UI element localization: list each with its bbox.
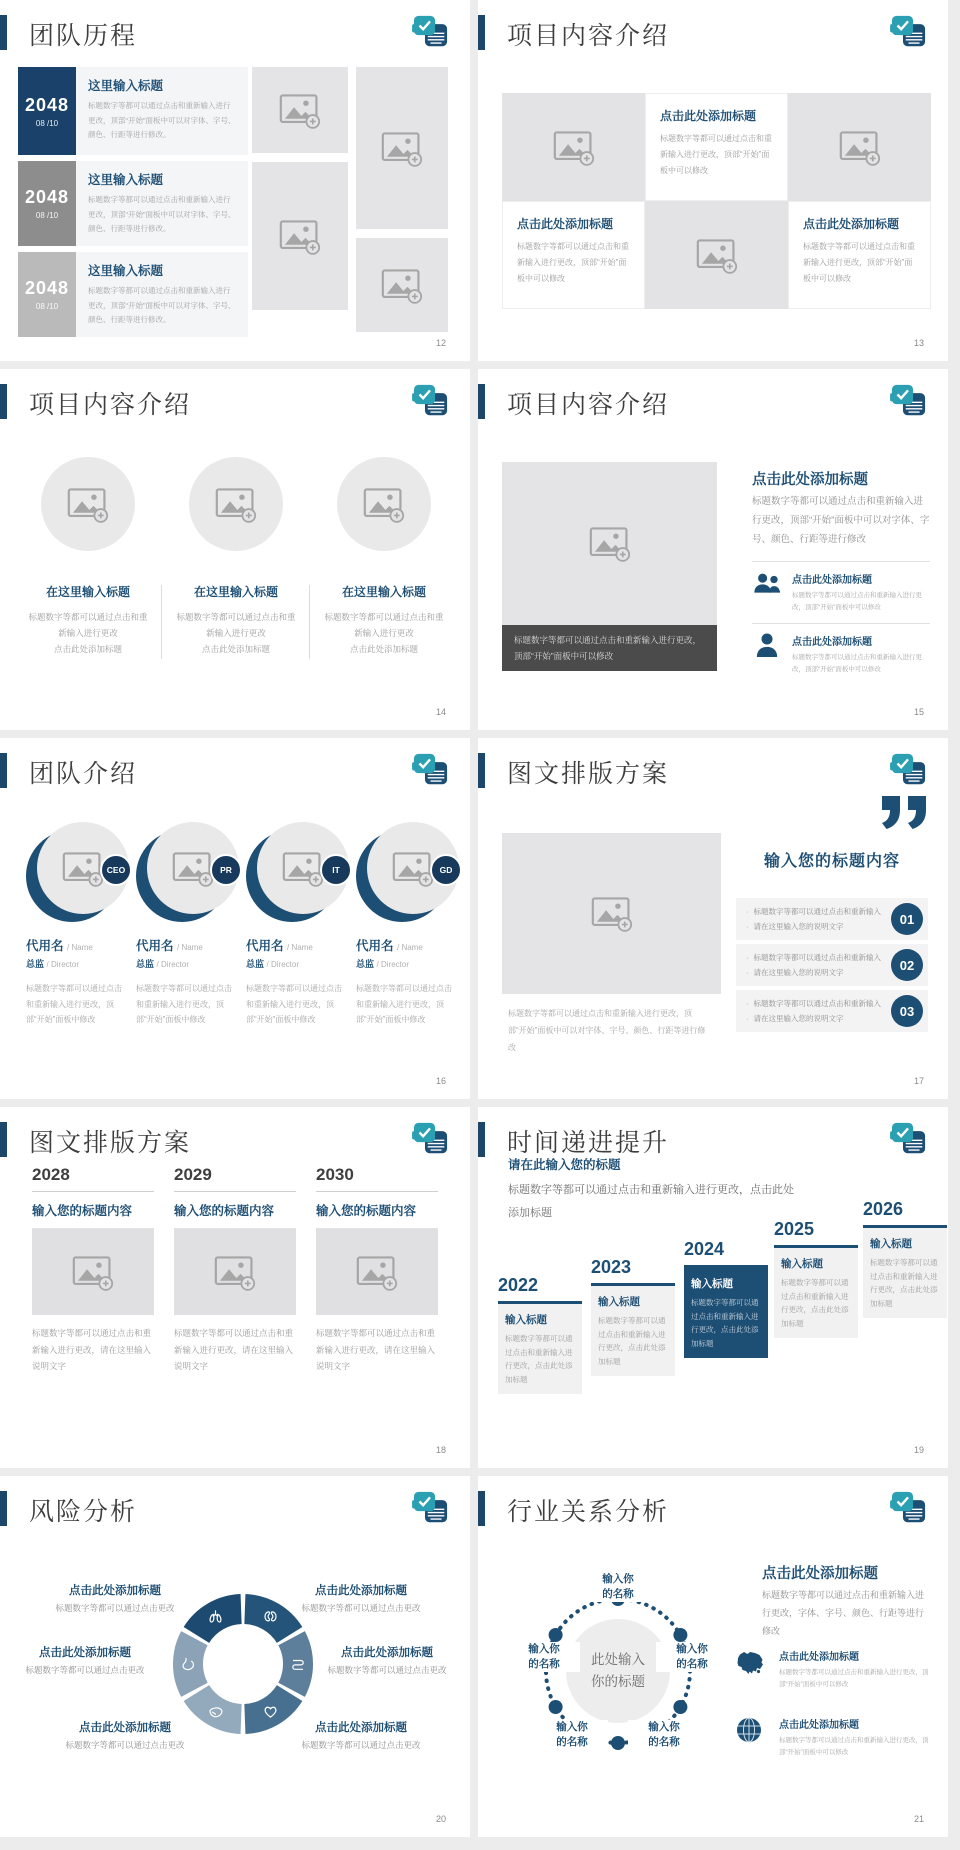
image-caption-bar: 标题数字等都可以通过点击和重新输入进行更改，顶部“开始”面板中可以修改 — [502, 625, 717, 671]
title-accent-bar — [0, 384, 7, 419]
text-cell — [788, 201, 931, 309]
caption-heading: 在这里输入标题 — [341, 585, 426, 599]
brand-logo-icon — [412, 752, 449, 787]
image-placeholder-icon — [381, 267, 423, 304]
step-box — [684, 1268, 768, 1358]
step-column — [498, 1275, 582, 1394]
step-box-body: 标题数字等都可以通过点击和重新输入进行更改，点击此处添加标题 — [598, 1316, 666, 1366]
caption-body-line2: 点击此处添加标题 — [349, 644, 418, 655]
image-placeholder-circle — [189, 457, 283, 551]
image-placeholder-icon — [392, 850, 434, 887]
image-placeholder-icon — [591, 895, 633, 932]
step-box-title: 输入标题 — [870, 1238, 912, 1250]
number-badge: 03 — [891, 995, 923, 1027]
step-year: 2022 — [498, 1275, 582, 1304]
risk-label-body: 标题数字等都可以通过点击更改 — [65, 1740, 185, 1750]
image-placeholder-circle — [337, 457, 431, 551]
slide-project-intro-circles[interactable] — [0, 369, 470, 730]
risk-label-body: 标题数字等都可以通过点击更改 — [301, 1603, 421, 1613]
timeline-body: 标题数字等都可以通过点击和重新输入进行更改，顶部“开始”面板中可以对字体、字号、颜色、行距等进行修改。 — [88, 286, 236, 325]
checkerboard-grid — [502, 93, 931, 309]
step-column — [774, 1219, 858, 1338]
cell-body: 标题数字等都可以通过点击和重新输入进行更改，顶部“开始”面板中可以修改 — [660, 134, 772, 175]
title-accent-bar — [478, 384, 485, 419]
image-placeholder — [252, 162, 348, 310]
cell-heading: 点击此处添加标题 — [517, 217, 614, 231]
timeline-heading: 这里输入标题 — [88, 173, 164, 187]
image-placeholder-icon — [363, 486, 405, 523]
image-placeholder — [316, 1229, 438, 1315]
slide-title: 团队介绍 — [29, 760, 138, 788]
slide-team-intro[interactable] — [0, 738, 470, 1099]
timeline-heading: 这里输入标题 — [88, 79, 164, 93]
avatar — [26, 822, 132, 924]
page-number: 19 — [913, 1445, 924, 1455]
timeline-body: 标题数字等都可以通过点击和重新输入进行更改，顶部“开始”面板中可以对字体、字号、颜色、行距等进行修改。 — [88, 195, 236, 234]
timeline-date-block — [18, 161, 76, 246]
step-box-body: 标题数字等都可以通过点击和重新输入进行更改，点击此处添加标题 — [691, 1298, 759, 1348]
image-placeholder-icon — [62, 850, 104, 887]
ring-node-label: 输入你 的名称 — [628, 1720, 700, 1750]
bullet-line: · 请在这里输入您的说明文字 — [746, 921, 844, 931]
column-heading: 输入您的标题内容 — [174, 1201, 296, 1229]
slide-title: 项目内容介绍 — [29, 391, 192, 419]
bullet-line: · 标题数字等都可以通过点击和重新输入 — [746, 953, 881, 962]
section-heading: 点击此处添加标题 — [752, 472, 868, 488]
image-placeholder — [645, 201, 788, 309]
image-placeholder-icon — [356, 1254, 398, 1291]
brand-logo-icon — [412, 1490, 449, 1525]
image-placeholder-icon — [381, 130, 423, 167]
slide-title: 项目内容介绍 — [507, 22, 670, 50]
list-item-body: 标题数字等都可以通过点击和重新输入进行更改，顶部“开始”面板中可以修改 — [792, 592, 922, 611]
timeline-row — [18, 67, 248, 155]
step-box-body: 标题数字等都可以通过点击和重新输入进行更改，点击此处添加标题 — [870, 1258, 938, 1308]
timeline-date-block — [18, 67, 76, 155]
caption-heading: 在这里输入标题 — [45, 585, 130, 599]
list-item-text — [792, 633, 930, 675]
risk-label-heading: 点击此处添加标题 — [69, 1585, 161, 1597]
image-placeholder-icon — [553, 129, 595, 166]
avatar — [246, 822, 352, 924]
member-body: 标题数字等都可以通过点击和重新输入进行更改，顶部“开始”面板中修改 — [246, 984, 342, 1025]
brand-logo-icon — [890, 752, 927, 787]
image-placeholder-icon — [72, 1254, 114, 1291]
image-placeholder-icon — [214, 1254, 256, 1291]
image-placeholder — [788, 93, 931, 201]
member-post: 总监 / Director — [246, 959, 299, 969]
title-accent-bar — [478, 1122, 485, 1157]
ring-node-label: 输入你 的名称 — [536, 1720, 608, 1750]
page-number: 15 — [913, 707, 924, 717]
list-item-body: 标题数字等都可以通过点击和重新输入进行更改，顶部“开始”面板中可以修改 — [779, 1737, 929, 1756]
brand-logo-icon — [890, 1490, 927, 1525]
column-body: 标题数字等都可以通过点击和重新输入进行更改，请在这里输入说明文字 — [32, 1328, 152, 1372]
title-accent-bar — [478, 753, 485, 788]
step-box — [863, 1228, 947, 1318]
timeline-row — [18, 252, 248, 337]
slide-title: 图文排版方案 — [29, 1129, 192, 1157]
role-badge: IT — [320, 854, 352, 886]
number-badge: 01 — [891, 903, 923, 935]
slide-industry-relations[interactable] — [478, 1476, 948, 1837]
page-number: 13 — [913, 338, 924, 348]
timeline-card — [76, 67, 248, 155]
team-member — [356, 822, 462, 1028]
slide-team-history[interactable] — [0, 0, 470, 361]
list-item — [732, 1716, 934, 1758]
title-accent-bar — [478, 15, 485, 50]
image-placeholder — [252, 67, 348, 153]
timeline-year: 2048 — [24, 187, 70, 207]
brand-logo-icon — [890, 383, 927, 418]
caption-heading: 在这里输入标题 — [193, 585, 278, 599]
member-post: 总监 / Director — [26, 959, 79, 969]
image-placeholder-icon — [279, 92, 321, 129]
slide-risk-analysis[interactable] — [0, 1476, 470, 1837]
step-box — [591, 1286, 675, 1376]
step-box-title: 输入标题 — [505, 1314, 547, 1326]
member-name: 代用名 / Name — [356, 939, 423, 953]
risk-label-heading: 点击此处添加标题 — [315, 1585, 407, 1597]
role-badge: GD — [430, 854, 462, 886]
brand-logo-icon — [890, 1121, 927, 1156]
step-column — [863, 1199, 947, 1318]
image-placeholder-icon — [696, 237, 738, 274]
risk-label — [284, 1582, 438, 1614]
timeline-year: 2048 — [24, 278, 70, 298]
title-accent-bar — [0, 753, 7, 788]
numbered-item — [736, 944, 928, 986]
bullet-line: · 请在这里输入您的说明文字 — [746, 967, 844, 977]
step-year: 2026 — [863, 1199, 947, 1228]
risk-label-body: 标题数字等都可以通过点击更改 — [25, 1665, 145, 1675]
china-map-icon — [732, 1648, 766, 1690]
timeline-year: 2048 — [24, 94, 70, 115]
image-placeholder — [502, 462, 717, 625]
risk-label — [38, 1582, 192, 1614]
caption-body-line2: 点击此处添加标题 — [53, 644, 122, 655]
slide-layout-scheme-years[interactable] — [0, 1107, 470, 1468]
ring-node-label: 输入你 的名称 — [656, 1642, 728, 1672]
timeline-date: 08 /10 — [35, 302, 59, 311]
risk-label-body: 标题数字等都可以通过点击更改 — [301, 1740, 421, 1750]
list-item — [752, 623, 930, 675]
image-placeholder-icon — [589, 525, 631, 562]
risk-label-heading: 点击此处添加标题 — [79, 1722, 171, 1734]
text-cell — [502, 201, 645, 309]
risk-label-body: 标题数字等都可以通过点击更改 — [55, 1603, 175, 1613]
image-placeholder-icon — [215, 486, 257, 523]
image-placeholder-icon — [172, 850, 214, 887]
section-heading: 输入您的标题内容 — [763, 853, 900, 870]
ring-center-label: 此处输入 你的标题 — [566, 1619, 670, 1723]
page-number: 18 — [435, 1445, 446, 1455]
bullet-line: · 标题数字等都可以通过点击和重新输入 — [746, 999, 881, 1008]
step-box-body: 标题数字等都可以通过点击和重新输入进行更改，点击此处添加标题 — [505, 1334, 573, 1384]
intro-heading: 请在此输入您的标题 — [508, 1158, 621, 1172]
list-item-body: 标题数字等都可以通过点击和重新输入进行更改，顶部“开始”面板中可以修改 — [792, 654, 922, 673]
risk-label — [310, 1644, 464, 1676]
page-number: 17 — [913, 1076, 924, 1086]
image-placeholder-circle — [41, 457, 135, 551]
timeline-date-block — [18, 252, 76, 337]
step-box — [774, 1248, 858, 1338]
step-box — [498, 1304, 582, 1394]
quote-icon — [882, 796, 928, 832]
step-year: 2023 — [591, 1257, 675, 1286]
title-accent-bar — [0, 15, 7, 50]
slide-title: 行业关系分析 — [507, 1498, 670, 1526]
cell-body: 标题数字等都可以通过点击和重新输入进行更改，顶部“开始”面板中可以修改 — [803, 242, 915, 283]
slide-project-intro-grid[interactable] — [478, 0, 948, 361]
image-placeholder-icon — [67, 486, 109, 523]
risk-label — [48, 1719, 202, 1751]
timeline-heading: 这里输入标题 — [88, 264, 164, 278]
column-heading: 输入您的标题内容 — [32, 1201, 154, 1229]
caption-body: 标题数字等都可以通过点击和重新输入进行更改 — [176, 612, 296, 639]
step-year: 2024 — [684, 1239, 768, 1268]
page-number: 21 — [913, 1814, 924, 1824]
avatar — [136, 822, 242, 924]
brand-logo-icon — [412, 14, 449, 49]
image-placeholder-icon — [839, 129, 881, 166]
page-number: 20 — [435, 1814, 446, 1824]
slide-timeline-steps[interactable] — [478, 1107, 948, 1468]
list-item-heading: 点击此处添加标题 — [779, 1720, 859, 1731]
cell-body: 标题数字等都可以通过点击和重新输入进行更改，顶部“开始”面板中可以修改 — [517, 242, 629, 283]
image-placeholder — [356, 238, 448, 332]
person-icon — [752, 633, 782, 675]
image-placeholder — [32, 1229, 154, 1315]
image-placeholder — [174, 1229, 296, 1315]
bullet-line: · 请在这里输入您的说明文字 — [746, 1013, 844, 1023]
cell-heading: 点击此处添加标题 — [803, 217, 900, 231]
slide-title: 项目内容介绍 — [507, 391, 670, 419]
section-body: 标题数字等都可以通过点击和重新输入进行更改，字体、字号、颜色、行距等进行修改 — [762, 1590, 925, 1636]
team-member — [26, 822, 132, 1028]
image-caption: 标题数字等都可以通过点击和重新输入进行更改，顶部“开始”面板中可以对字体、字号、颜色、行距等进行修改 — [508, 1009, 706, 1052]
intro-body: 标题数字等都可以通过点击和重新输入进行更改，点击此处添加标题 — [508, 1184, 794, 1219]
member-name: 代用名 / Name — [26, 939, 93, 953]
text-cell — [645, 93, 788, 201]
step-box-title: 输入标题 — [598, 1296, 640, 1308]
list-item — [732, 1648, 934, 1690]
step-column-highlight — [684, 1239, 768, 1358]
title-accent-bar — [0, 1122, 7, 1157]
timeline-card — [76, 252, 248, 337]
year-column — [32, 1165, 154, 1375]
numbered-item — [736, 990, 928, 1032]
team-member — [246, 822, 352, 1028]
member-name: 代用名 / Name — [136, 939, 203, 953]
image-placeholder-icon — [282, 850, 324, 887]
caption-body: 标题数字等都可以通过点击和重新输入进行更改 — [324, 612, 444, 639]
member-body: 标题数字等都可以通过点击和重新输入进行更改，顶部“开始”面板中修改 — [26, 984, 122, 1025]
risk-label-heading: 点击此处添加标题 — [315, 1722, 407, 1734]
caption-body-line2: 点击此处添加标题 — [201, 644, 270, 655]
list-item-body: 标题数字等都可以通过点击和重新输入进行更改，顶部“开始”面板中可以修改 — [779, 1669, 929, 1688]
column-body: 标题数字等都可以通过点击和重新输入进行更改，请在这里输入说明文字 — [316, 1328, 436, 1372]
list-item-text — [779, 1648, 934, 1690]
image-placeholder — [356, 67, 448, 229]
team-member — [136, 822, 242, 1028]
ring-node-label: 输入你 的名称 — [582, 1572, 654, 1602]
column-body: 标题数字等都可以通过点击和重新输入进行更改，请在这里输入说明文字 — [174, 1328, 294, 1372]
year-column — [316, 1165, 438, 1375]
bullet-line: · 标题数字等都可以通过点击和重新输入 — [746, 907, 881, 916]
circle-caption — [310, 583, 458, 657]
list-item-heading: 点击此处添加标题 — [779, 1652, 859, 1663]
member-body: 标题数字等都可以通过点击和重新输入进行更改，顶部“开始”面板中修改 — [356, 984, 452, 1025]
role-badge: CEO — [100, 854, 132, 886]
timeline-date: 08 /10 — [35, 118, 59, 128]
step-year: 2025 — [774, 1219, 858, 1248]
brand-logo-icon — [412, 383, 449, 418]
list-item-heading: 点击此处添加标题 — [792, 575, 872, 586]
brand-logo-icon — [412, 1121, 449, 1156]
risk-label-heading: 点击此处添加标题 — [39, 1647, 131, 1659]
step-box-title: 输入标题 — [691, 1278, 733, 1290]
title-accent-bar — [478, 1491, 485, 1526]
list-item-text — [779, 1716, 934, 1758]
people-icon — [752, 571, 782, 613]
risk-label — [8, 1644, 162, 1676]
member-body: 标题数字等都可以通过点击和重新输入进行更改，顶部“开始”面板中修改 — [136, 984, 232, 1025]
page-number: 14 — [435, 707, 446, 717]
member-name: 代用名 / Name — [246, 939, 313, 953]
slide-title: 图文排版方案 — [507, 760, 670, 788]
number-badge: 02 — [891, 949, 923, 981]
role-badge: PR — [210, 854, 242, 886]
circle-caption — [14, 583, 162, 657]
risk-label-body: 标题数字等都可以通过点击更改 — [327, 1665, 447, 1675]
ring-node-label: 输入你 的名称 — [508, 1642, 580, 1672]
caption-body: 标题数字等都可以通过点击和重新输入进行更改 — [28, 612, 148, 639]
step-box-title: 输入标题 — [781, 1258, 823, 1270]
page-number: 16 — [435, 1076, 446, 1086]
brand-logo-icon — [890, 14, 927, 49]
circle-caption — [162, 583, 310, 657]
member-post: 总监 / Director — [356, 959, 409, 969]
page-number: 12 — [435, 338, 446, 348]
timeline-body: 标题数字等都可以通过点击和重新输入进行更改，顶部“开始”面板中可以对字体、字号、颜色、行距等进行修改。 — [88, 101, 236, 140]
step-column — [591, 1257, 675, 1376]
step-box-body: 标题数字等都可以通过点击和重新输入进行更改，点击此处添加标题 — [781, 1278, 849, 1328]
column-heading: 输入您的标题内容 — [316, 1201, 438, 1229]
column-divider — [309, 585, 310, 659]
year-label: 2030 — [316, 1165, 438, 1192]
member-post: 总监 / Director — [136, 959, 189, 969]
avatar — [356, 822, 462, 924]
slide-layout-scheme-numbered[interactable] — [478, 738, 948, 1099]
image-placeholder — [502, 833, 721, 994]
risk-label-heading: 点击此处添加标题 — [341, 1647, 433, 1659]
section-body: 标题数字等都可以通过点击和重新输入进行更改，顶部“开始”面板中可以对字体、字号、颜色、行距等进行修改 — [752, 496, 930, 545]
timeline-date: 08 /10 — [35, 211, 59, 220]
risk-label — [284, 1719, 438, 1751]
year-column — [174, 1165, 296, 1375]
column-divider — [161, 585, 162, 659]
year-label: 2028 — [32, 1165, 154, 1192]
list-item — [752, 561, 930, 613]
slide-title: 风险分析 — [29, 1498, 138, 1526]
timeline-card — [76, 161, 248, 246]
list-item-text — [792, 571, 930, 613]
timeline-row — [18, 161, 248, 246]
list-item-heading: 点击此处添加标题 — [792, 637, 872, 648]
globe-icon — [732, 1716, 766, 1758]
image-placeholder — [502, 93, 645, 201]
year-label: 2029 — [174, 1165, 296, 1192]
section-heading: 点击此处添加标题 — [762, 1566, 878, 1582]
slide-title: 时间递进提升 — [507, 1129, 670, 1157]
slide-title: 团队历程 — [29, 22, 138, 50]
cell-heading: 点击此处添加标题 — [660, 109, 757, 123]
numbered-item — [736, 898, 928, 940]
title-accent-bar — [0, 1491, 7, 1526]
image-placeholder-icon — [279, 218, 321, 255]
slide-project-intro-list[interactable] — [478, 369, 948, 730]
